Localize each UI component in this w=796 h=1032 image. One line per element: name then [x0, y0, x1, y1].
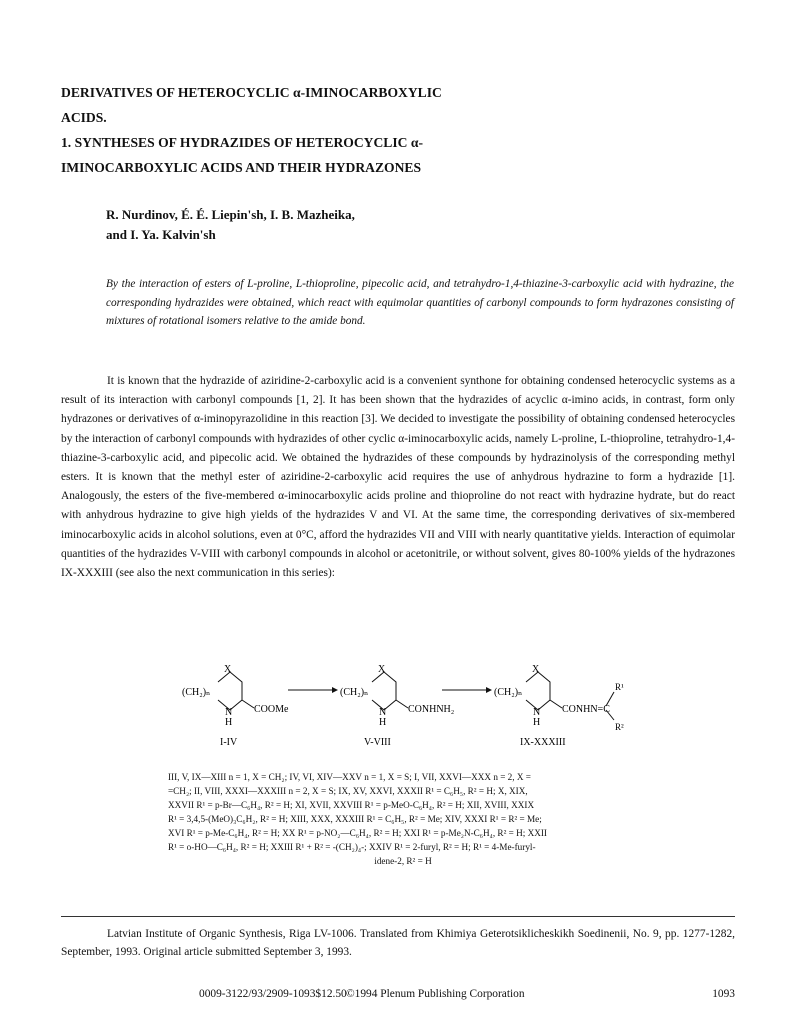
body-paragraph: It is known that the hydrazide of aziridine-2-carboxylic acid is a convenient synthone for obtaining condensed heterocyclic systems as a result of its interaction with carbonyl compounds [1, 2]. It has been shown that the hydrazides of acyclic α-imino acids, in contrast, form only hydrazones or derivatives of α-iminopyrazolidine in this reaction [3]. We decided to investigate the possibility of obtaining condensed heterocycles by the interaction of carbonyl compounds with hydrazides of other cyclic α-iminocarboxylic acids, namely L-proline, L-thioproline, tetrahydro-1,4-thiazine-3-carboxylic acid, and pipecolic acid. We obtained the hydrazides of these compounds by hydrazinolysis of the corresponding methyl esters. It is known that the methyl ester of aziridine-2-carboxylic acid requires the use of anhydrous hydrazine to form a hydrazide [1]. Analogously, the esters of the five-membered α-iminocarboxylic acids proline and thioproline do not react with hydrazine hydrate, but do react with anhydrous hydrazine to give high yields of the hydrazides V and VI. At the same time, the corresponding derivatives of six-membered iminocarboxylic acids in alcohol solutions, even at 0°C, afford the hydrazides VII and VIII with nearly quantitative yields. Interaction of equimolar quantities of the hydrazides V-VIII with carbonyl compounds in alcohol or acetonitrile, or without solvent, gives 80-100% yields of the hydrazones IX-XXXIII (see also the next communication in this series): [61, 375, 735, 580]
ring-h-label: H [225, 717, 233, 728]
substituent-bond [242, 700, 254, 708]
abstract: By the interaction of esters of L-proline, L-thioproline, pipecolic acid, and tetrahydro-1,4-thiazine-3-carboxylic acid with hydrazine, the corresponding hydrazides were obtained, which react with equimolar quantities of carbonyl compounds to form hydrazones consisting of mixtures of rotational isomers relative to the amide bond. [106, 278, 734, 327]
authors-line: and I. Ya. Kalvin'sh [106, 227, 216, 242]
ring-n-label: N [225, 707, 233, 718]
publisher-line: ©1994 Plenum Publishing Corporation [346, 988, 525, 1000]
page-number: 1093 [712, 988, 735, 1000]
ring-bonds [372, 672, 396, 710]
ring-n-label: N [379, 707, 387, 718]
structure-hydrazide [372, 672, 408, 710]
author-list [106, 205, 355, 245]
reaction-scheme [180, 650, 624, 750]
compound-label-esters: I-IV [220, 737, 238, 748]
compound-label-hydrazides: V-VIII [364, 737, 391, 748]
legend-line: idene-2, R² = H [374, 856, 432, 866]
ring-x-label: X [224, 664, 232, 675]
legend-line: XVI R¹ = p-Me-C₆H₄, R² = H; XX R¹ = p-NO₂—C₆H₄, R² = H; XXI R¹ = p-Me₂N-C₆H₄, R² = H; XXII [168, 828, 547, 838]
legend-line: R¹ = 3,4,5-(MeO)₃C₆H₂, R² = H; XIII, XXX, XXXIII R¹ = C₆H₅, R² = Me; XIV, XXXI R¹ = R² = Me; [168, 814, 542, 824]
reaction-scheme-drawing [180, 650, 624, 750]
ring-bonds [526, 672, 550, 710]
footnote-rule [61, 916, 735, 917]
substituent-bond [550, 700, 562, 708]
ring-h-label: H [533, 717, 541, 728]
legend-line: III, V, IX—XIII n = 1, X = CH₂; IV, VI, XIV—XXV n = 1, X = S; I, VII, XXVI—XXX n = 2, X = [168, 772, 531, 782]
authors-line: R. Nurdinov, É. É. Liepin'sh, I. B. Mazheika, [106, 207, 355, 222]
substituent-legend [168, 770, 638, 868]
issn-code: 0009-3122/93/2909-1093$12.50 [199, 988, 347, 1000]
ring-x-label: X [378, 664, 386, 675]
ring-h-label: H [379, 717, 387, 728]
legend-line: XXVII R¹ = p-Br—C₆H₄, R² = H; XI, XVII, XXVIII R¹ = p-MeO-C₆H₄, R² = H; XII, XVIII, XXIX [168, 800, 535, 810]
reaction-arrow [288, 687, 338, 693]
ring-n-label: N [533, 707, 541, 718]
legend-line: R¹ = o-HO—C₆H₄, R² = H; XXIII R¹ + R² = -(CH₂)₄-; XXIV R¹ = 2-furyl, R² = H; R¹ = 4-Me-furyl- [168, 842, 536, 852]
title-line: ACIDS. [61, 110, 107, 125]
ester-substituent: COOMe [254, 704, 289, 715]
title-line: IMINOCARBOXYLIC ACIDS AND THEIR HYDRAZONES [61, 160, 422, 175]
substituent-bond [396, 700, 408, 708]
legend-line: =CH₂; II, VIII, XXXI—XXXIII n = 2, X = S; IX, XV, XXVI, XXXII R¹ = C₆H₅, R² = H; X, XIX, [168, 786, 528, 796]
ring-ch2n-label: (CH₂)ₙ [182, 687, 211, 698]
article-title [61, 80, 521, 180]
title-line: 1. SYNTHESES OF HYDRAZIDES OF HETEROCYCLIC α- [61, 135, 423, 150]
r1-label: R¹ [615, 682, 624, 692]
page-footer [61, 988, 735, 1006]
ring-x-label: X [532, 664, 540, 675]
ring-ch2n-label: (CH₂)ₙ [340, 687, 369, 698]
footnote: Latvian Institute of Organic Synthesis, Riga LV-1006. Translated from Khimiya Geterotsiklicheskikh Soedinenii, No. 9, pp. 1277-1282, September, 1993. Original article submitted September 3, 1993. [61, 928, 735, 958]
structure-ester [218, 672, 254, 710]
ring-ch2n-label: (CH₂)ₙ [494, 687, 523, 698]
compound-label-hydrazones: IX-XXXIII [520, 737, 566, 748]
body-text [61, 372, 735, 583]
hydrazide-substituent: CONHNH₂ [408, 704, 455, 715]
r2-label: R² [615, 722, 624, 732]
reaction-arrow [442, 687, 492, 693]
hydrazone-substituent: CONHN=C [562, 704, 610, 715]
title-line: DERIVATIVES OF HETEROCYCLIC α-IMINOCARBOXYLIC [61, 85, 442, 100]
ring-bonds [218, 672, 242, 710]
